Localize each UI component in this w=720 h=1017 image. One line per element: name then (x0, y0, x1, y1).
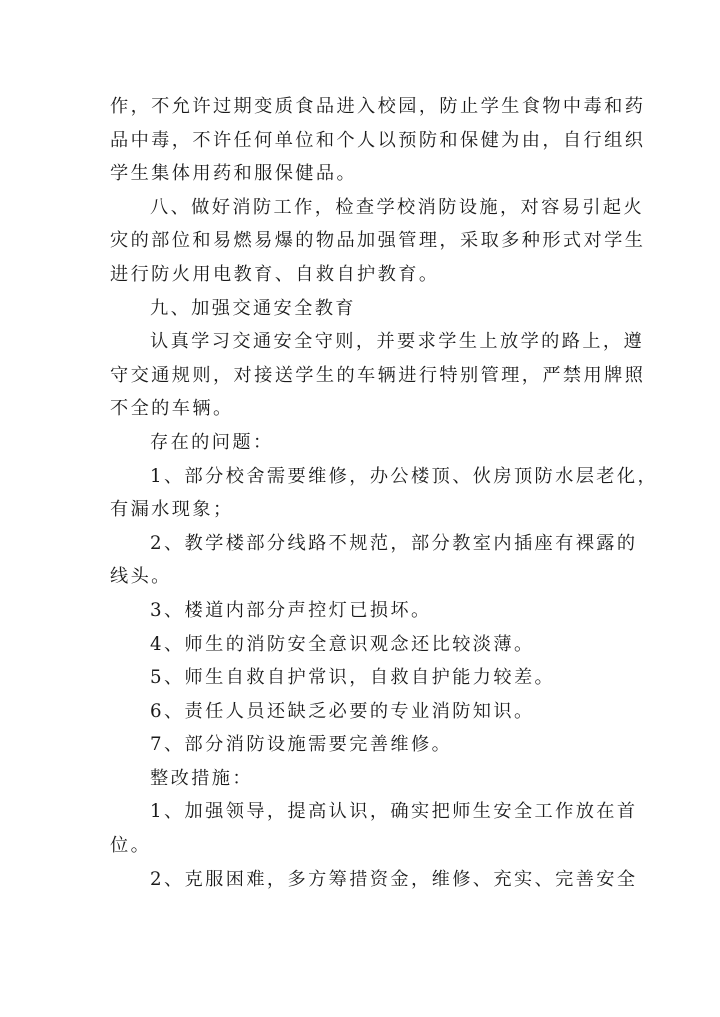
text-line: 有漏水现象； (110, 499, 234, 521)
list-item: 6、责任人员还缺乏必要的专业消防知识。 (150, 700, 535, 722)
text-line: 作，不允许过期变质食品进入校园，防止学生食物中毒和药 (110, 96, 646, 117)
text-line: 灾的部位和易燃易爆的物品加强管理，采取多种形式对学生 (110, 230, 646, 252)
section-heading: 九、加强交通安全教育 (150, 297, 356, 319)
text-line: 位。 (110, 835, 152, 857)
text-line: 认真学习交通安全守则，并要求学生上放学的路上，遵 (150, 331, 645, 353)
list-item: 4、师生的消防安全意识观念还比较淡薄。 (150, 633, 535, 655)
list-item: 5、师生自救自护常识，自救自护能力较差。 (150, 667, 556, 689)
list-item: 2、教学楼部分线路不规范，部分教室内插座有裸露的 (150, 532, 638, 554)
list-item: 2、克服困难，多方筹措资金，维修、充实、完善安全 (150, 868, 638, 890)
list-item: 3、楼道内部分声控灯已损坏。 (150, 599, 432, 621)
text-line: 进行防火用电教育、自救自护教育。 (110, 263, 440, 285)
text-line: 品中毒，不许任何单位和个人以预防和保健为由，自行组织 (110, 129, 646, 151)
section-heading: 存在的问题： (150, 431, 274, 453)
list-item: 1、部分校舍需要维修，办公楼顶、伙房顶防水层老化， (150, 465, 659, 487)
text-line: 线头。 (110, 566, 172, 588)
list-item: 7、部分消防设施需要完善维修。 (150, 734, 453, 756)
list-item: 1、加强领导，提高认识，确实把师生安全工作放在首 (150, 801, 638, 823)
text-line: 八、做好消防工作，检查学校消防设施，对容易引起火 (150, 196, 645, 218)
text-line: 不全的车辆。 (110, 398, 234, 420)
document-body (110, 90, 659, 896)
section-heading: 整改措施： (150, 767, 253, 789)
text-line: 学生集体用药和服保健品。 (110, 163, 358, 185)
text-line: 守交通规则，对接送学生的车辆进行特别管理，严禁用牌照 (110, 364, 646, 386)
